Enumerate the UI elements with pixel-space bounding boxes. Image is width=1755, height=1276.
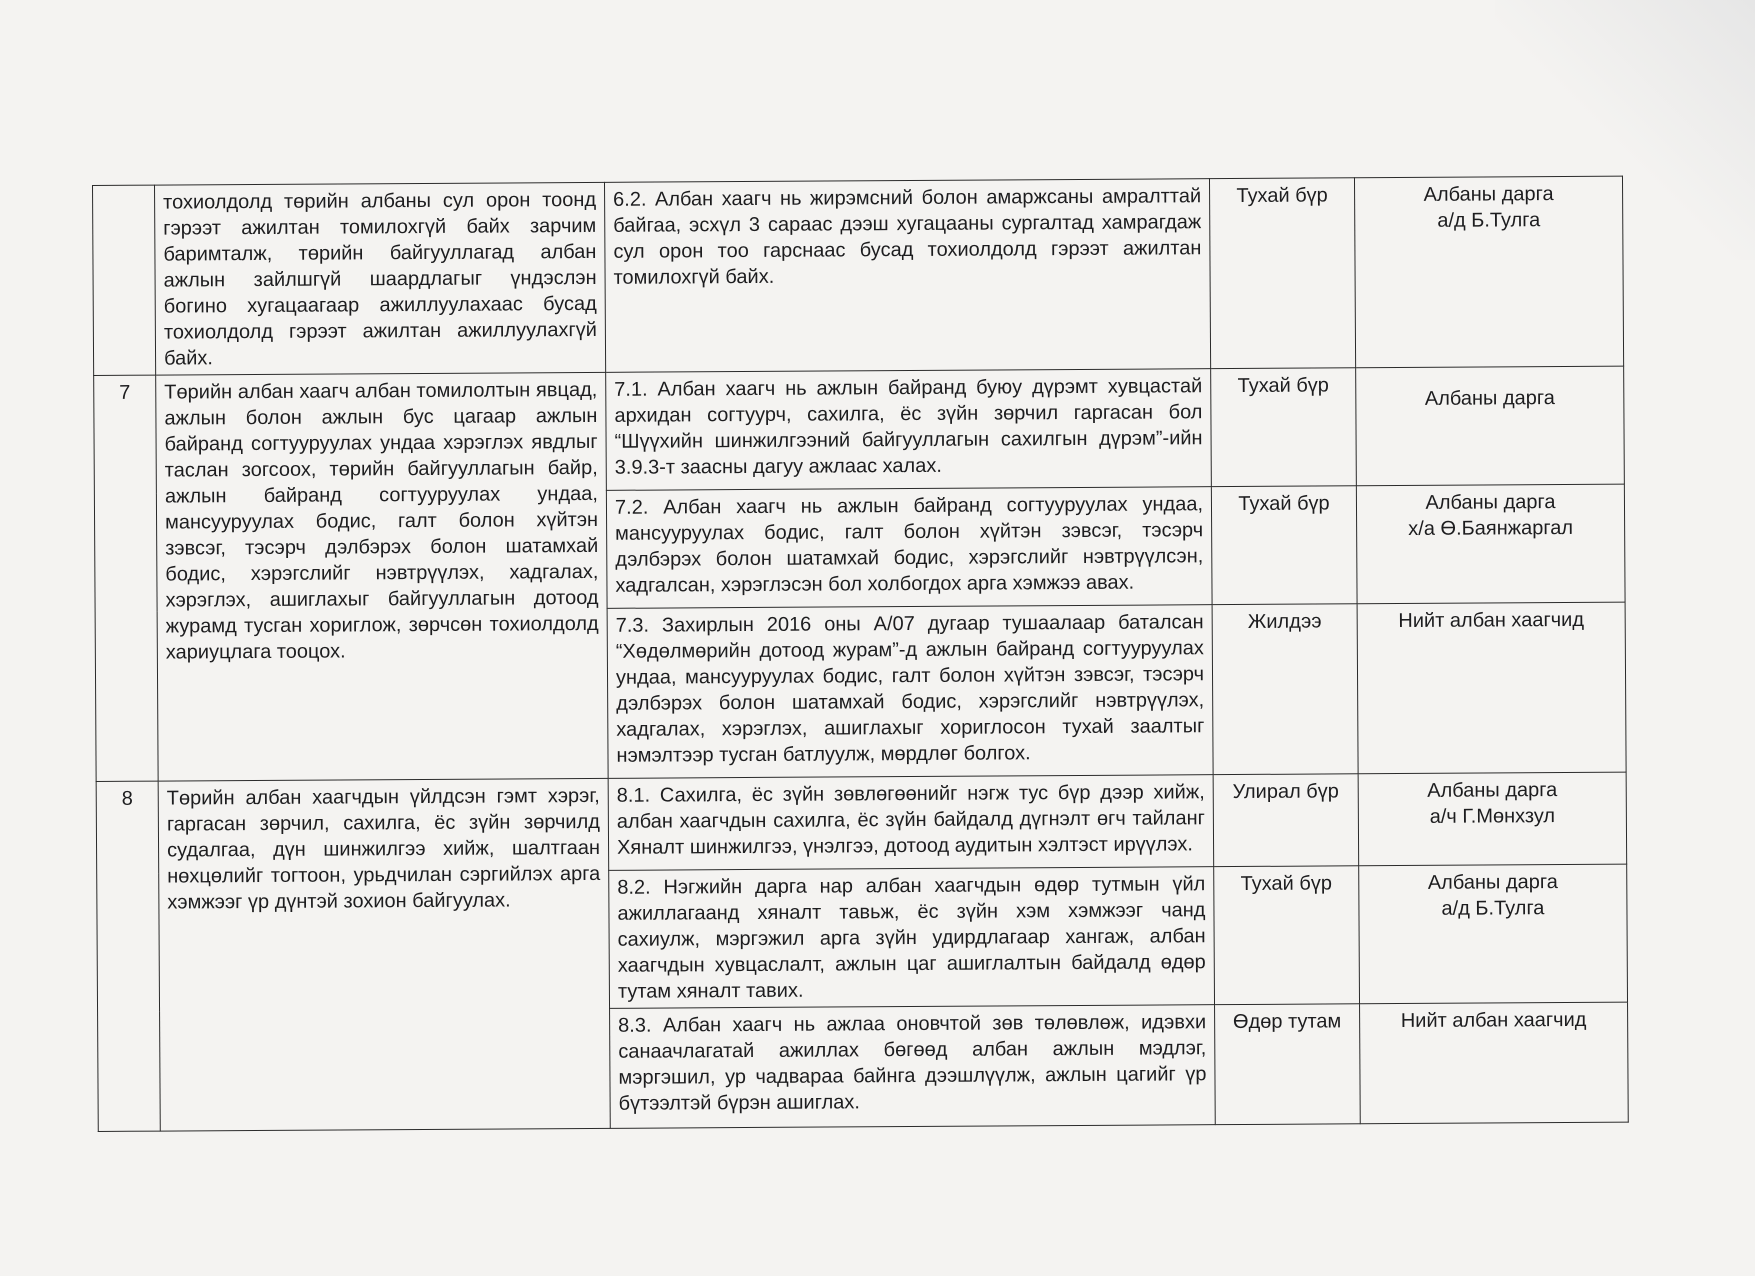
action-cell: 7.1. Албан хаагч нь ажлын байранд буюу дүрэмт хувцастай архидан согтуурч, сахилга, ёс зүйн зөрчил гаргасан бол “Шүүхийн шинжилгээний байгууллагын сахилгын дүрэм”-ийн 3.9.3-т заасны дагуу ажлаас халах. [606,369,1212,491]
row-number: 8 [96,781,160,1131]
responsible-cell [1360,1002,1629,1124]
responsible-title: Албаны дарга [1423,183,1554,206]
responsible-name: х/а Ө.Баянжаргал [1408,516,1574,540]
responsible-cell [1356,366,1625,486]
responsible-cell [1356,484,1625,604]
frequency-cell: Жилдээ [1212,604,1358,775]
frequency-cell: Тухай бүр [1211,368,1357,487]
table-row [96,772,1627,873]
responsible-title: Нийт албан хаагчид [1398,608,1585,633]
responsible-name: а/ч Г.Мөнхзул [1429,805,1556,828]
action-cell: 8.3. Албан хаагч нь ажлаа оновчтой зөв төлөвлөж, идэвхи санаачлагатай ажиллах бөгөөд албан ажлын мэдлэг, мэргэшил, ур чадвараа байнга дээшлүүлж, ажлын цагийг үр бүтээлтэй бүрэн ашиглах. [610,1005,1216,1129]
responsible-name: а/д Б.Тулга [1441,897,1545,920]
responsible-cell [1354,176,1623,368]
table-row [94,366,1625,493]
frequency-cell: Тухай бүр [1211,486,1357,605]
responsible-title: Нийт албан хаагчид [1400,1008,1587,1033]
requirement-cell: Төрийн албан хаагчдын үйлдсэн гэмт хэрэг, гаргасан зөрчил, сахилга, ёс зүйн зөрчилд судалгаа, дүн шинжилгээ хийж, шалтгаан нөхцөлийг тогтоон, урьдчилан сэргийлэх арга хэмжээг үр дүнтэй зохион байгуулах. [158,778,610,1131]
frequency-cell: Улирал бүр [1213,774,1359,867]
measures-table [92,176,1629,1132]
action-cell: 7.3. Захирлын 2016 оны А/07 дугаар тушаалаар баталсан “Хөдөлмөрийн дотоод журам”-д ажлын байранд согтууруулах ундаа, мансууруулах бодис, галт болон хүйтэн зэвсэг, тэсэрч дэлбэрэх болон шатамхай бодис, хэрэгслийг нэвтрүүлэх, хадгалах, хэрэглэх, ашиглахыг хориглосон тухай заалтыг нэмэлтээр тусган батлуулж, мөрдлөг болгох. [607,605,1213,779]
responsible-name: а/д Б.Тулга [1437,209,1541,232]
frequency-cell: Тухай бүр [1209,178,1355,369]
responsible-title: Албаны дарга [1425,491,1556,514]
responsible-title: Албаны дарга [1427,779,1558,802]
responsible-cell [1359,864,1628,1004]
action-cell: 8.1. Сахилга, ёс зүйн зөвлөгөөнийг нэгж тус бүр дээр хийж, албан хаагчдын сахилга, ёс зүйн байдалд дүгнэлт өгч тайланг Хяналт шинжилгээ, үнэлгээ, дотоод аудитын хэлтэст ирүүлэх. [608,775,1214,871]
requirement-cell: Төрийн албан хаагч албан томилолтын явцад, ажлын болон ажлын бус цагаар ажлын байранд согтууруулах ундаа хэрэглэх явдлыг таслан зогсоох, төрийн байгууллагын байр, ажлын байранд согтууруулах ундаа, мансууруулах бодис, галт болон хүйтэн зэвсэг, тэсэрч дэлбэрэх болон шатамхай бодис, хэрэгслийг нэвтрүүлэх, хадгалах, хэрэглэх, ашиглахыг байгууллагын дотоод журамд тусган хориглож, зөрчсөн тохиолдолд хариуцлага тооцох. [156,372,608,781]
frequency-cell: Өдөр тутам [1215,1004,1361,1125]
frequency-cell: Тухай бүр [1214,866,1360,1005]
responsible-cell [1358,772,1627,866]
action-cell: 7.2. Албан хаагч нь ажлын байранд согтууруулах ундаа, мансууруулах бодис, галт болон хүйтэн зэвсэг, тэсэрч дэлбэрэх болон шатамхай бодис, хэрэгслийг нэвтрүүлсэн, хадгалсан, хэрэглэсэн бол холбогдох арга хэмжээ авах. [606,487,1212,609]
row-number [93,185,156,375]
action-cell: 6.2. Албан хаагч нь жирэмсний болон амаржсаны амралттай байгаа, эсхүл 3 сараас дээш хугацааны сургалтад хамрагдаж сул орон тоо гарснаас бусад тохиолдолд гэрээт ажилтан томилохгүй байх. [604,179,1210,373]
table-row [93,176,1624,375]
responsible-title: Албаны дарга [1424,387,1555,410]
requirement-cell: тохиолдолд төрийн албаны сул орон тоонд гэрээт ажилтан томилохгүй байх зарчим баримталж, төрийн байгууллагад албан ажлын зайлшгүй шаардлагыг үндэслэн богино хугацаагаар ажиллуулахаас бусад тохиолдолд гэрээт ажилтан ажиллуулахгүй байх. [155,182,606,375]
action-cell: 8.2. Нэгжийн дарга нар албан хаагчдын өдөр тутмын үйл ажиллагаанд хяналт тавьж, ёс зүйн хэм хэмжээг чанд сахиулж, мэргэжил арга зүйн удирдлагаар хангаж, албан хаагчдын хувцаслалт, ажлын цаг ашиглалтын байдалд өдөр тутам хяналт тавих. [609,867,1215,1009]
row-number: 7 [94,375,158,781]
responsible-cell [1357,602,1626,774]
responsible-title: Албаны дарга [1427,871,1558,894]
